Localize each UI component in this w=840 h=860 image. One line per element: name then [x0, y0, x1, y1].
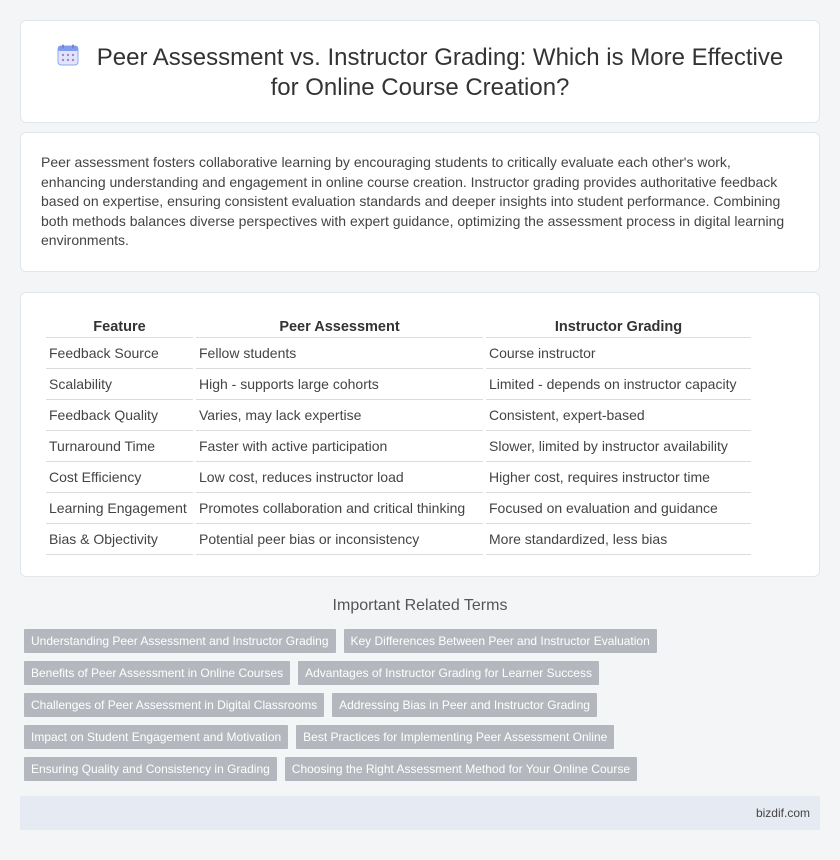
table-row: [46, 338, 751, 369]
chip-row: [24, 629, 804, 661]
related-term-link[interactable]: Ensuring Quality and Consistency in Grading: [24, 757, 277, 781]
related-term-link[interactable]: Choosing the Right Assessment Method for Your Online Course: [285, 757, 637, 781]
table-cell: Potential peer bias or inconsistency: [196, 524, 483, 555]
table-cell: Course instructor: [486, 338, 751, 369]
related-term-link[interactable]: Challenges of Peer Assessment in Digital Classrooms: [24, 693, 324, 717]
table-row: [46, 524, 751, 555]
chip-row: [24, 661, 804, 693]
table-row: [46, 493, 751, 524]
intro-paragraph: Peer assessment fosters collaborative learning by encouraging students to critically evaluate each other's work, enhancing understanding and engagement in online course creation. Instructor grading provides authoritative feedback based on expertise, ensuring consistent evaluation standards and deeper insights into student performance. Combining both methods balances diverse perspectives with expert guidance, optimizing the assessment process in digital learning environments.: [41, 154, 785, 248]
title-line-2: for Online Course Creation?: [270, 74, 570, 101]
table-cell: Slower, limited by instructor availability: [486, 431, 751, 462]
title-card: [20, 20, 820, 123]
related-term-link[interactable]: Key Differences Between Peer and Instructor Evaluation: [344, 629, 657, 653]
header-instructor-grading: Instructor Grading: [486, 313, 751, 338]
comparison-card: [20, 292, 820, 577]
table-cell: Learning Engagement: [46, 493, 193, 524]
table-cell: Feedback Source: [46, 338, 193, 369]
chip-row: [24, 693, 804, 725]
table-cell: Feedback Quality: [46, 400, 193, 431]
header-feature: Feature: [46, 313, 193, 338]
footer: [20, 796, 820, 830]
related-terms-heading: Important Related Terms: [332, 597, 508, 614]
title-line-1: Peer Assessment vs. Instructor Grading: Which is More Effective: [96, 44, 784, 71]
related-terms-list: [24, 629, 804, 789]
table-cell: Promotes collaboration and critical thinking: [196, 493, 483, 524]
header-peer-assessment: Peer Assessment: [196, 313, 483, 338]
related-term-link[interactable]: Addressing Bias in Peer and Instructor Grading: [332, 693, 597, 717]
intro-card: [20, 132, 820, 272]
table-row: [46, 462, 751, 493]
table-cell: More standardized, less bias: [486, 524, 751, 555]
table-cell: Cost Efficiency: [46, 462, 193, 493]
table-cell: Scalability: [46, 369, 193, 400]
calendar-icon: [57, 44, 79, 66]
table-row: [46, 369, 751, 400]
table-header-row: [46, 313, 751, 338]
chip-row: [24, 725, 804, 757]
table-cell: Faster with active participation: [196, 431, 483, 462]
table-cell: High - supports large cohorts: [196, 369, 483, 400]
table-row: [46, 431, 751, 462]
site-link[interactable]: bizdif.com: [755, 806, 810, 820]
table-row: [46, 400, 751, 431]
table-cell: Turnaround Time: [46, 431, 193, 462]
related-term-link[interactable]: Benefits of Peer Assessment in Online Courses: [24, 661, 290, 685]
related-term-link[interactable]: Best Practices for Implementing Peer Assessment Online: [296, 725, 614, 749]
related-term-link[interactable]: Impact on Student Engagement and Motivation: [24, 725, 288, 749]
related-term-link[interactable]: Advantages of Instructor Grading for Learner Success: [298, 661, 599, 685]
table-cell: Varies, may lack expertise: [196, 400, 483, 431]
page-title: [21, 43, 819, 103]
table-cell: Bias & Objectivity: [46, 524, 193, 555]
related-term-link[interactable]: Understanding Peer Assessment and Instructor Grading: [24, 629, 336, 653]
table-cell: Fellow students: [196, 338, 483, 369]
table-cell: Limited - depends on instructor capacity: [486, 369, 751, 400]
table-cell: Consistent, expert-based: [486, 400, 751, 431]
table-cell: Low cost, reduces instructor load: [196, 462, 483, 493]
chip-row: [24, 757, 804, 789]
comparison-table: [43, 313, 754, 555]
table-cell: Focused on evaluation and guidance: [486, 493, 751, 524]
table-cell: Higher cost, requires instructor time: [486, 462, 751, 493]
